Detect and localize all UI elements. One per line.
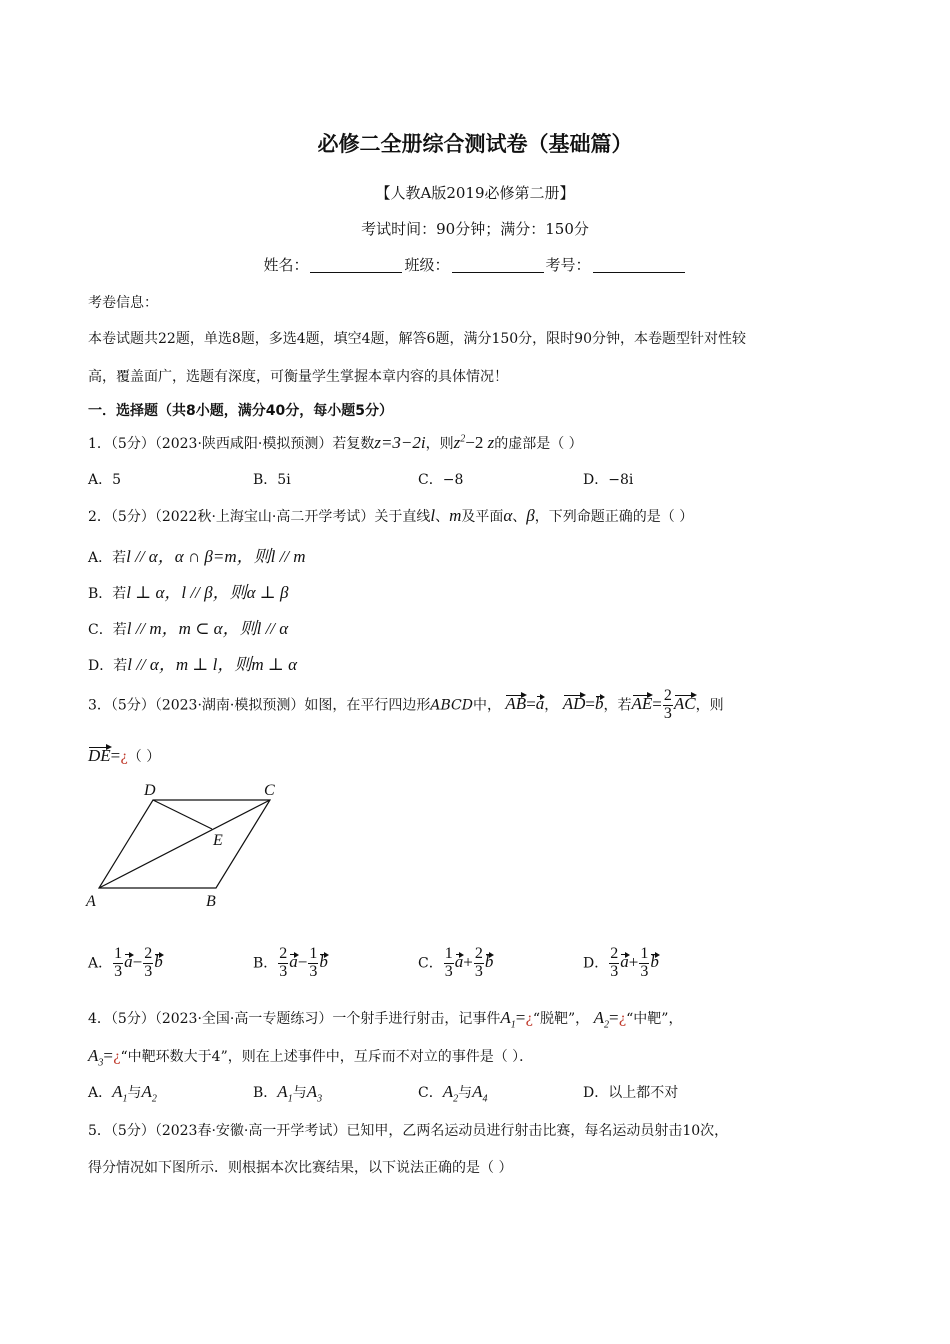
segment-de	[153, 800, 212, 829]
q3-placeholder-glyph: ¿	[120, 749, 128, 765]
q3-option-c[interactable]: C． $\frac{1}{3}$ a+ $\frac{2}{3}$ b	[418, 945, 494, 980]
q1-tail: 的虚部是（ ）	[494, 436, 583, 452]
student-info-line	[0, 254, 950, 275]
q2-stem-3: 及平面	[461, 509, 504, 525]
vec-ad: AD	[562, 694, 586, 714]
q4-a-label: A．	[88, 1085, 113, 1101]
q2-b-body: l ⊥ α，l // β，则α ⊥ β	[126, 583, 289, 602]
intro-line-1: 本卷试题共22题，单选8题，多选4题，填空4题，解答6题，满分150分，限时90分钟，本卷题型针对性较	[88, 331, 746, 347]
edition-label: 【人教A版2019必修第二册】	[375, 184, 575, 202]
class-label: 班级：	[404, 256, 450, 274]
q2-a-label: A．若	[88, 550, 127, 566]
vec-ac: AC	[673, 694, 696, 714]
page-title: 必修二全册综合测试卷（基础篇）	[317, 132, 633, 156]
q1-option-d[interactable]: D．−8i	[583, 472, 634, 488]
q4-e1: “脱靶”，	[532, 1011, 590, 1027]
label-d: D	[144, 782, 156, 799]
class-blank	[452, 260, 544, 273]
q1-option-a[interactable]: A．5	[88, 472, 122, 488]
name-label: 姓名：	[263, 256, 309, 274]
q2-stem-4: 、	[512, 509, 527, 525]
q3-option-b[interactable]: B． $\frac{2}{3}$ a− $\frac{1}{3}$ b	[253, 945, 328, 980]
q3-abcd: ABCD	[430, 697, 473, 714]
label-e: E	[213, 832, 223, 849]
q2-beta: β	[526, 506, 535, 525]
vec-b: b	[595, 694, 604, 714]
q4-e2: “中靶”，	[626, 1011, 683, 1027]
q1-mid: ，则	[425, 436, 454, 452]
vec-ae: AE	[631, 694, 653, 714]
q1-option-c[interactable]: C．−8	[418, 472, 464, 488]
q2-alpha: α	[503, 506, 513, 525]
q4-b-label: B．	[253, 1085, 278, 1101]
q1-z-squared: $z^2$	[453, 433, 466, 452]
q2-m: m	[449, 506, 462, 525]
q2-c-body: l // m，m ⊂ α，则l // α	[126, 619, 289, 638]
q4-c-label: C．	[418, 1085, 443, 1101]
q4-c-yu: 与	[458, 1085, 473, 1101]
q3-a-label: A．	[88, 955, 113, 972]
parallelogram-figure	[80, 775, 310, 915]
q2-stem-1: 2．（5分）（2022秋·上海宝山·高二开学考试）关于直线	[88, 509, 431, 525]
q4-stem: 4．（5分）（2023·全国·高一专题练习）一个射手进行射击，记事件	[88, 1011, 501, 1027]
q3-tail: （ ）	[127, 749, 161, 765]
intro-line-2: 高，覆盖面广，选题有深度，可衡量学生掌握本章内容的具体情况！	[88, 369, 508, 385]
q4-b-yu: 与	[292, 1085, 307, 1101]
q2-c-label: C．若	[88, 622, 127, 638]
q1-option-b[interactable]: B．5i	[253, 472, 291, 488]
name-blank	[310, 260, 402, 273]
vec-a: a	[535, 694, 545, 714]
q4-option-b[interactable]: B．$A_1$与$A_3$	[253, 1082, 323, 1105]
q2-b-label: B．若	[88, 586, 127, 602]
frac-2-3: $\frac{2}{3}$	[663, 687, 672, 722]
section-title: 一．选择题（共8小题，满分40分，每小题5分）	[88, 403, 393, 419]
q2-option-b[interactable]	[88, 578, 288, 603]
q4-e3: “中靶环数大于4”，则在上述事件中，互斥而不对立的事件是（ ）．	[120, 1049, 534, 1065]
q3-option-d[interactable]: D． $\frac{2}{3}$ a+ $\frac{1}{3}$ b	[583, 945, 659, 980]
q2-a-body: l // α，α ∩ β=m，则l // m	[126, 547, 306, 566]
q3-c-label: C．	[418, 955, 443, 972]
question-1-stem	[88, 433, 583, 453]
id-label: 考号：	[545, 256, 591, 274]
q3-stem-line2: DE=¿（ ）	[88, 746, 161, 765]
q3-ze: ，则	[695, 697, 724, 714]
q2-option-d[interactable]	[88, 650, 297, 675]
question-2-stem	[88, 506, 693, 526]
q2-option-a[interactable]	[88, 542, 306, 567]
q1-prefix: 1．（5分）（2023·陕西咸阳·模拟预测）若复数	[88, 436, 375, 452]
vec-ab: AB	[505, 694, 527, 714]
q3-zhong: 中，	[472, 697, 501, 714]
q4-option-c[interactable]: C．$A_2$与$A_4$	[418, 1082, 488, 1105]
vec-de: DE	[88, 746, 111, 765]
label-a: A	[86, 893, 96, 910]
q4-a-yu: 与	[127, 1085, 142, 1101]
intro-heading: 考卷信息：	[88, 295, 158, 311]
q2-d-label: D．若	[88, 658, 128, 674]
q4-option-d[interactable]: D．以上都不对	[583, 1085, 679, 1101]
q2-l: l	[430, 506, 436, 525]
label-c: C	[264, 782, 275, 799]
q3-stem: 3．（5分）（2023·湖南·模拟预测）如图，在平行四边形	[88, 697, 431, 714]
question-5-line2: 得分情况如下图所示．则根据本次比赛结果，以下说法正确的是（ ）	[88, 1160, 513, 1176]
question-4-stem: 4．（5分）（2023·全国·高一专题练习）一个射手进行射击，记事件$A_1=¿“$脱靶”， $A_2=¿“$中靶”，	[88, 1008, 683, 1031]
question-3-stem: 3．（5分）（2023·湖南·模拟预测）如图，在平行四边形ABCD中， AB=a， AD=b，若AE= $\frac{2}{3}$ AC，则	[88, 687, 724, 722]
q3-option-a[interactable]: A． $\frac{1}{3}$ a− $\frac{2}{3}$ b	[88, 945, 163, 980]
q1-expr2: −2	[465, 433, 484, 452]
exam-info: 考试时间：90分钟；满分：150分	[361, 220, 589, 238]
q2-option-c[interactable]	[88, 614, 288, 639]
q1-expr: z=3−2i	[374, 433, 426, 452]
q3-b-label: B．	[253, 955, 278, 972]
question-4-stem-line2: $A_3=¿“$中靶环数大于4”，则在上述事件中，互斥而不对立的事件是（ ）．	[88, 1046, 534, 1069]
q2-stem-2: 、	[435, 509, 450, 525]
q1-z-conj: z	[483, 433, 495, 452]
label-b: B	[206, 893, 216, 910]
q2-d-body: l // α，m ⊥ l，则m ⊥ α	[127, 655, 298, 674]
diagonal-ac	[99, 800, 270, 888]
question-5-line1: 5．（5分）（2023春·安徽·高一开学考试）已知甲，乙两名运动员进行射击比赛，每名运动员射击10次，	[88, 1123, 729, 1139]
q3-ruo: ，若	[603, 697, 632, 714]
q4-option-a[interactable]: A．$A_1$与$A_2$	[88, 1082, 157, 1105]
id-blank	[593, 260, 685, 273]
q3-d-label: D．	[583, 955, 609, 972]
q2-stem-5: ，下列命题正确的是（ ）	[534, 509, 694, 525]
